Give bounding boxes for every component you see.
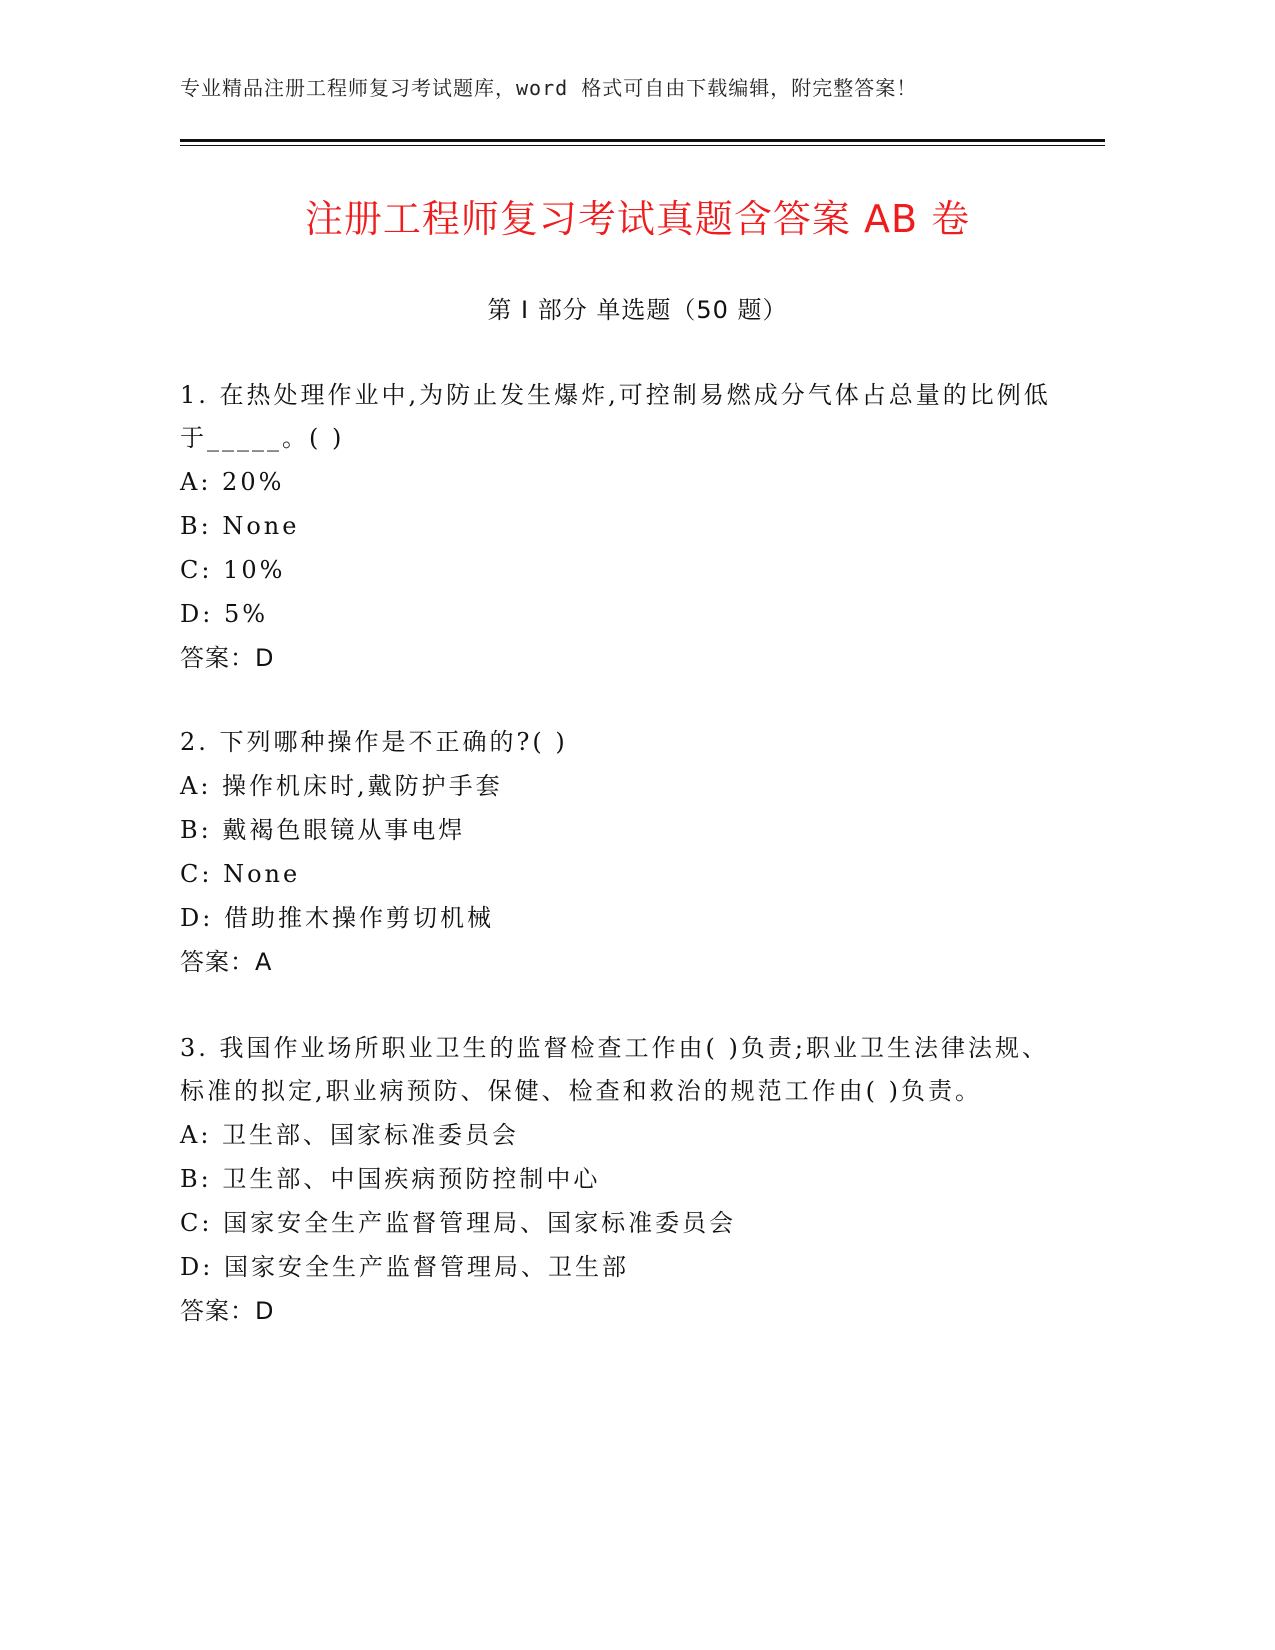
document-title: 注册工程师复习考试真题含答案 AB 卷	[304, 197, 971, 241]
question-stem: 3. 我国作业场所职业卫生的监督检查工作由( )负责;职业卫生法律法规、标准的拟定,职业病预防、保健、检查和救治的规范工作由( )负责。	[180, 1034, 1049, 1105]
option-c: C: 10%	[180, 556, 286, 584]
answer: 答案：A	[180, 948, 273, 976]
option-b: B: None	[180, 512, 300, 540]
question-stem: 2. 下列哪种操作是不正确的?( )	[180, 728, 568, 756]
option-b: B: 戴褐色眼镜从事电焊	[180, 816, 466, 844]
question-stem: 1. 在热处理作业中,为防止发生爆炸,可控制易燃成分气体占总量的比例低于_____。( )	[180, 381, 1051, 452]
option-c: C: 国家安全生产监督管理局、国家标准委员会	[180, 1209, 737, 1237]
option-c: C: None	[180, 860, 301, 888]
header-note: 专业精品注册工程师复习考试题库，word 格式可自由下载编辑，附完整答案！	[180, 76, 918, 100]
section-title: 第 I 部分 单选题（50 题）	[487, 296, 788, 324]
question-3	[180, 1027, 1060, 1333]
answer: 答案：D	[180, 644, 275, 672]
header-rule-thin	[180, 145, 1105, 146]
question-2	[180, 721, 1060, 984]
question-1	[180, 374, 1060, 680]
answer: 答案：D	[180, 1297, 275, 1325]
option-b: B: 卫生部、中国疾病预防控制中心	[180, 1165, 601, 1193]
option-a: A: 20%	[180, 468, 285, 496]
header-rule-thick	[180, 139, 1105, 142]
option-d: D: 借助推木操作剪切机械	[180, 904, 494, 932]
option-d: D: 5%	[180, 600, 269, 628]
option-a: A: 操作机床时,戴防护手套	[180, 772, 503, 800]
option-a: A: 卫生部、国家标准委员会	[180, 1121, 520, 1149]
option-d: D: 国家安全生产监督管理局、卫生部	[180, 1253, 629, 1281]
